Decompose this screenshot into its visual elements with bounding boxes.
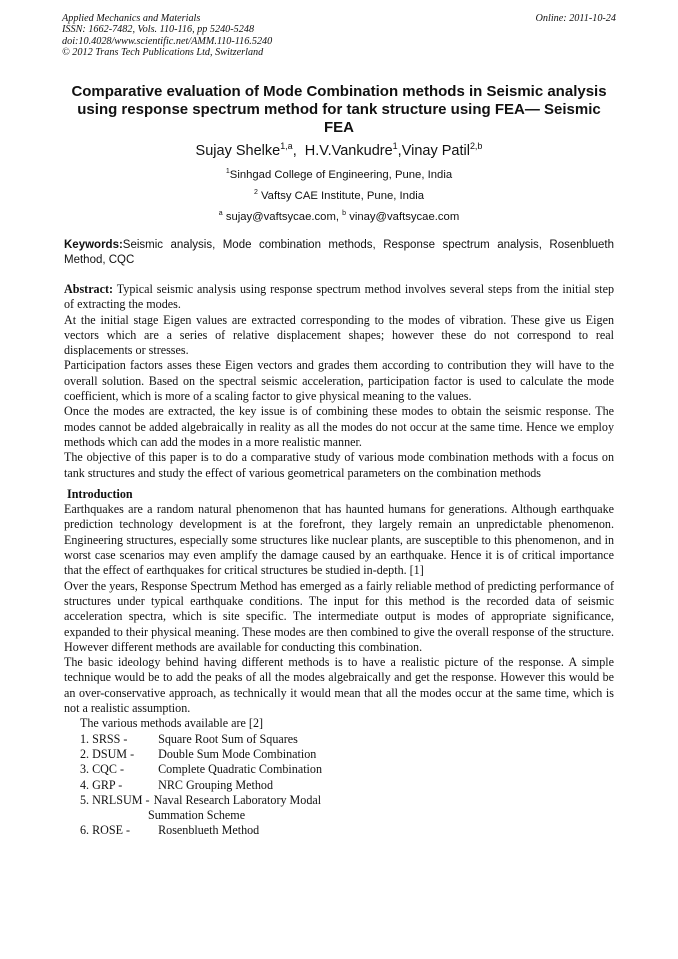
list-item <box>64 732 614 747</box>
intro-paragraph: Over the years, Response Spectrum Method has emerged as a fairly reliable method of predicting performance of structures under typical earthquake conditions. The input for this method is the recorded data of seismic acceleration spectra, which is site specific. The intermediate output is modes of appropriate significance, expanded to their physical meaning. These modes are then combined to give the overall response of the structure. However different methods are available for conducting this combination. <box>64 578 614 654</box>
author-name: H.V.Vankudre <box>304 143 393 159</box>
online-date: Online: 2011-10-24 <box>535 13 616 24</box>
abstract-text: Typical seismic analysis using response spectrum method involves several steps from the initial step of extracting the modes. <box>64 282 614 312</box>
intro-paragraph: Earthquakes are a random natural phenomenon that has haunted humans for generations. Although earthquake prediction technology development is at the forefront, they largely remain an unpredictable phenomenon. Engineering structures, especially some structures like nuclear plants, are susceptible to this phenomenon, and in worst case scenarios may even amplify the damage caused by an earthquake. Hence it is of critical importance that the effect of earthquakes for critical structures be studied in-depth. [1] <box>64 502 614 578</box>
affiliation-mark: 1 <box>225 168 230 176</box>
email-mark: a <box>218 210 223 218</box>
keywords-text: Seismic analysis, Mode combination methods, Response spectrum analysis, Rosenblueth Method, CQC <box>64 239 614 266</box>
email-line: $^a$ sujay@vaftsycae.com, $^b$ vinay@vaftsycae.com <box>218 210 460 223</box>
affiliation-2 <box>0 189 678 203</box>
author-separator: , <box>292 143 305 159</box>
abstract-paragraph: Once the modes are extracted, the key issue is of combining these modes to obtain the seismic response. The modes cannot be added algebraically in reality as all the modes do not occur at the same time. Hence we employ methods which can add the modes in a more realistic manner. <box>64 404 614 449</box>
method-number: 3. <box>80 762 90 777</box>
affiliation-text: Vaftsy CAE Institute, Pune, India <box>260 190 425 202</box>
list-item <box>64 793 614 808</box>
keywords-label: Keywords: <box>64 239 123 251</box>
method-abbr: GRP - <box>92 777 123 792</box>
method-abbr: NRLSUM - <box>92 792 150 807</box>
introduction-heading: Introduction <box>67 486 133 501</box>
author-affiliation-mark: 1 <box>392 141 398 152</box>
affiliation-mark: 2 <box>253 189 258 197</box>
method-abbr: CQC - <box>92 762 125 777</box>
author-name: Sujay Shelke <box>195 143 281 159</box>
method-abbr: SRSS - <box>92 731 128 746</box>
list-item <box>64 762 614 777</box>
method-desc: Naval Research Laboratory Modal <box>153 792 322 807</box>
method-number: 5. <box>80 792 90 807</box>
abstract-paragraph: At the initial stage Eigen values are extracted corresponding to the modes of vibration. These give us Eigen vectors which are a series of relative displacement shapes; however these do not correspond to real displacements or stresses. <box>64 312 614 358</box>
methods-intro: The various methods available are [2] <box>80 716 264 731</box>
author-list <box>0 142 678 160</box>
method-number: 6. <box>80 823 90 838</box>
issn-line: ISSN: 1662-7482, Vols. 110-116, pp 5240-5248 <box>62 24 255 36</box>
method-abbr: DSUM - <box>92 746 135 761</box>
email-mark: b <box>342 210 347 218</box>
paper-title: Comparative evaluation of Mode Combination methods in Seismic analysis using response spectrum method for tank structure using FEA— Seismic FEA <box>71 83 607 136</box>
email-b[interactable]: vinay@vaftsycae.com <box>349 211 460 223</box>
author-separator: , <box>397 143 402 159</box>
doi-line[interactable]: doi:10.4028/www.scientific.net/AMM.110-116.5240 <box>62 35 273 47</box>
list-item <box>64 778 614 793</box>
list-item <box>64 747 614 762</box>
list-item-continuation <box>64 808 614 823</box>
abstract-label: Abstract: <box>64 282 114 296</box>
abstract-paragraph: Participation factors asses these Eigen vectors and grades them according to contribution they will have to the overall solution. Based on the spectral seismic acceleration, participation factor is used to calculate the mode coefficient, which is more of a scaling factor to give physical meaning to the values. <box>64 358 614 404</box>
method-number: 2. <box>80 746 90 761</box>
method-number: 4. <box>80 777 90 792</box>
method-desc: Double Sum Mode Combination <box>158 746 317 761</box>
email-a[interactable]: sujay@vaftsycae.com <box>225 211 336 223</box>
paper-body <box>64 282 614 839</box>
intro-paragraph: The basic ideology behind having different methods is to have a realistic picture of the response. A simple technique would be to add the peaks of all the modes algebraically and get the response. However this would be an over-conservative approach, as technically it would mean that all the modes occur at the same time, which is not a realistic assumption. <box>64 655 614 716</box>
method-desc-continued: Summation Scheme <box>148 808 246 823</box>
author-name: Vinay Patil <box>401 143 470 159</box>
method-abbr: ROSE - <box>92 823 131 838</box>
list-item <box>64 823 614 838</box>
affiliation-text: Sinhgad College of Engineering, Pune, India <box>229 169 453 181</box>
abstract-paragraph: The objective of this paper is to do a comparative study of various mode combination methods with a focus on tank structures and study the effect of various geometrical parameters on the combination methods <box>64 450 614 480</box>
method-desc: Square Root Sum of Squares <box>158 731 298 746</box>
method-desc: NRC Grouping Method <box>158 777 273 792</box>
author-affiliation-mark: 2,b <box>469 141 483 152</box>
journal-name: Applied Mechanics and Materials <box>62 13 201 24</box>
affiliation-1 <box>0 168 678 182</box>
methods-list <box>64 732 614 839</box>
method-desc: Rosenblueth Method <box>158 823 260 838</box>
copyright-line: © 2012 Trans Tech Publications Ltd, Switzerland <box>62 47 264 59</box>
abstract-paragraph <box>64 282 614 313</box>
keywords <box>64 238 614 268</box>
method-number: 1. <box>80 731 90 746</box>
method-desc: Complete Quadratic Combination <box>158 762 323 777</box>
author-affiliation-mark: 1,a <box>280 141 293 152</box>
journal-header <box>62 13 616 59</box>
